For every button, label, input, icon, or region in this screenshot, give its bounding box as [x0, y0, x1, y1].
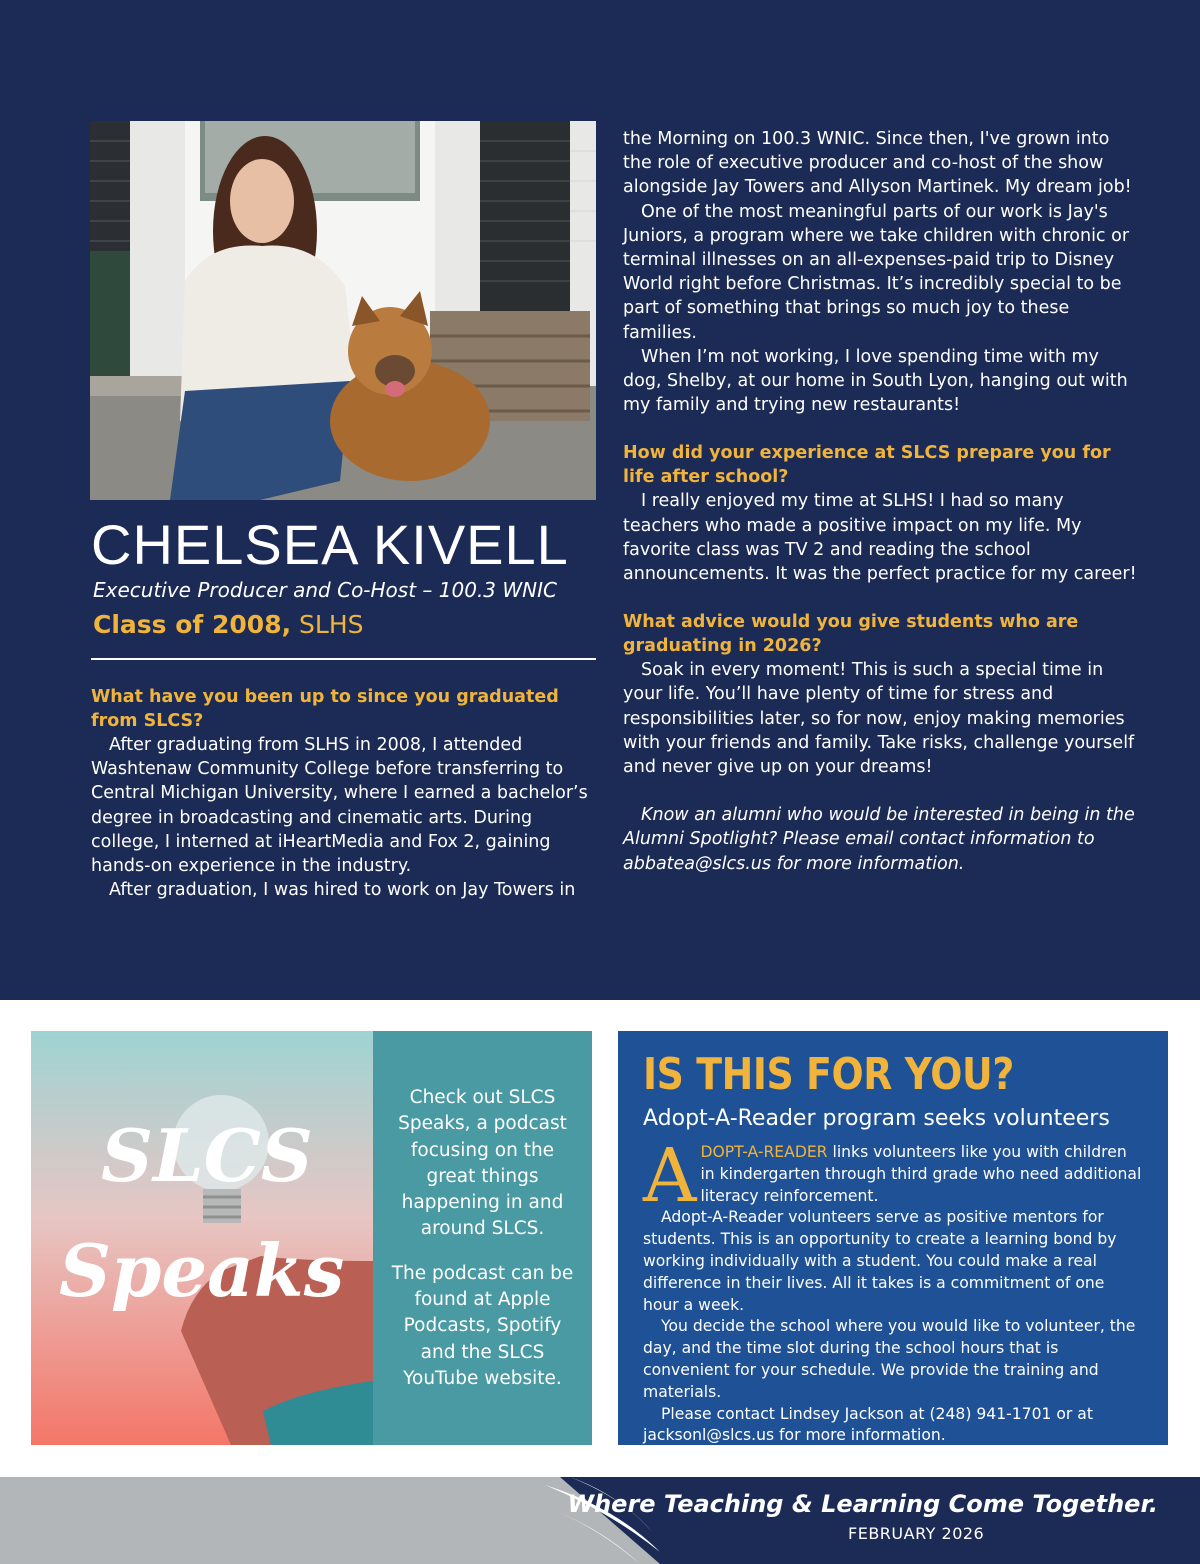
adopt-paragraph-1	[643, 1133, 1144, 1219]
podcast-logo-line-1: SLCS	[101, 1113, 313, 1198]
class-year	[93, 610, 364, 639]
adopt-paragraph-2: Adopt-A-Reader volunteers serve as positive mentors for students. This is an opportunity to create a learning bond by working individually with a student. You could make a real difference in their lives. All it takes is a commitment of one hour a week.	[643, 1208, 1117, 1314]
adopt-body	[643, 1133, 1144, 1447]
answer-1-paragraph-3: One of the most meaningful parts of our work is Jay's Juniors, a program where we take children with chronic or terminal illnesses on an all-expenses-paid trip to Disney World right before Christmas. It’s incredibly special to be part of something that brings so much joy to these families.	[623, 201, 1130, 343]
divider	[91, 658, 596, 660]
profile-photo	[90, 121, 596, 500]
adopt-subhead: Adopt-A-Reader program seeks volunteers	[643, 1106, 1110, 1131]
answer-2: I really enjoyed my time at SLHS! I had so many teachers who made a positive impact on my life. My favorite class was TV 2 and reading the school announcements. It was the perfect practice for my career!	[623, 491, 1137, 585]
podcast-platforms: The podcast can be found at Apple Podcasts, Spotify and the SLCS YouTube website.	[391, 1262, 574, 1389]
question-2: How did your experience at SLCS prepare you for life after school?	[623, 443, 1111, 488]
question-3: What advice would you give students who are graduating in 2026?	[623, 612, 1079, 657]
answer-3: Soak in every moment! This is such a special time in your life. You’ll have plenty of time for stress and responsibilities later, so for now, enjoy making memories with your friends and family. Take risks, challenge yourself and never give up on your dreams!	[623, 660, 1135, 778]
adopt-paragraph-4: Please contact Lindsey Jackson at (248) 941-1701 or at jacksonl@slcs.us for more information.	[643, 1404, 1093, 1445]
footer-tagline: Where Teaching & Learning Come Together.	[567, 1490, 1158, 1518]
adopt-paragraph-3: You decide the school where you would like to volunteer, the day, and the time slot during the school hours that is convenient for your schedule. We provide the training and materials.	[643, 1317, 1136, 1401]
podcast-description: Check out SLCS Speaks, a podcast focusing on the great things happening in and around SLCS.	[398, 1087, 567, 1240]
answer-1-paragraph-1: After graduating from SLHS in 2008, I attended Washtenaw Community College before transferring to Central Michigan University, where I earned a bachelor’s degree in broadcasting and cinematic arts. During college, I interned at iHeartMedia and Fox 2, gaining hands-on experience in the industry.	[91, 735, 588, 877]
article-column-left	[91, 685, 596, 902]
issue-date: FEBRUARY 2026	[848, 1524, 985, 1543]
adopt-headline: IS THIS FOR YOU?	[643, 1049, 1014, 1100]
alumni-name: CHELSEA KIVELL	[91, 513, 569, 576]
podcast-info-panel	[373, 1031, 592, 1445]
answer-1-paragraph-4: When I’m not working, I love spending time with my dog, Shelby, at our home in South Lyon, hanging out with my family and trying new restaurants!	[623, 346, 1128, 416]
question-1: What have you been up to since you graduated from SLCS?	[91, 687, 559, 731]
class-of-label: Class of 2008,	[93, 610, 292, 639]
school-label: SLHS	[299, 610, 364, 639]
closing-note: Know an alumni who would be interested in being in the Alumni Spotlight? Please email contact information to abbatea@slcs.us for more information.	[623, 805, 1135, 874]
podcast-logo-image	[31, 1031, 373, 1445]
answer-1-paragraph-2-cont: the Morning on 100.3 WNIC. Since then, I've grown into the role of executive producer and co-host of the show alongside Jay Towers and Allyson Martinek. My dream job!	[623, 129, 1132, 198]
adopt-a-reader-box	[618, 1031, 1168, 1445]
adopt-lead: DOPT-A-READER	[700, 1143, 828, 1161]
alumni-role: Executive Producer and Co-Host – 100.3 WNIC	[93, 578, 557, 602]
article-column-right	[623, 127, 1138, 876]
answer-1-paragraph-2: After graduation, I was hired to work on Jay Towers in	[109, 880, 576, 901]
podcast-logo-line-2: Speaks	[59, 1228, 345, 1313]
adopt-paragraph-1-rest: links volunteers like you with children in kindergarten through third grade who need additional literacy reinforcement.	[700, 1143, 1142, 1205]
drop-cap: A	[643, 1133, 697, 1219]
